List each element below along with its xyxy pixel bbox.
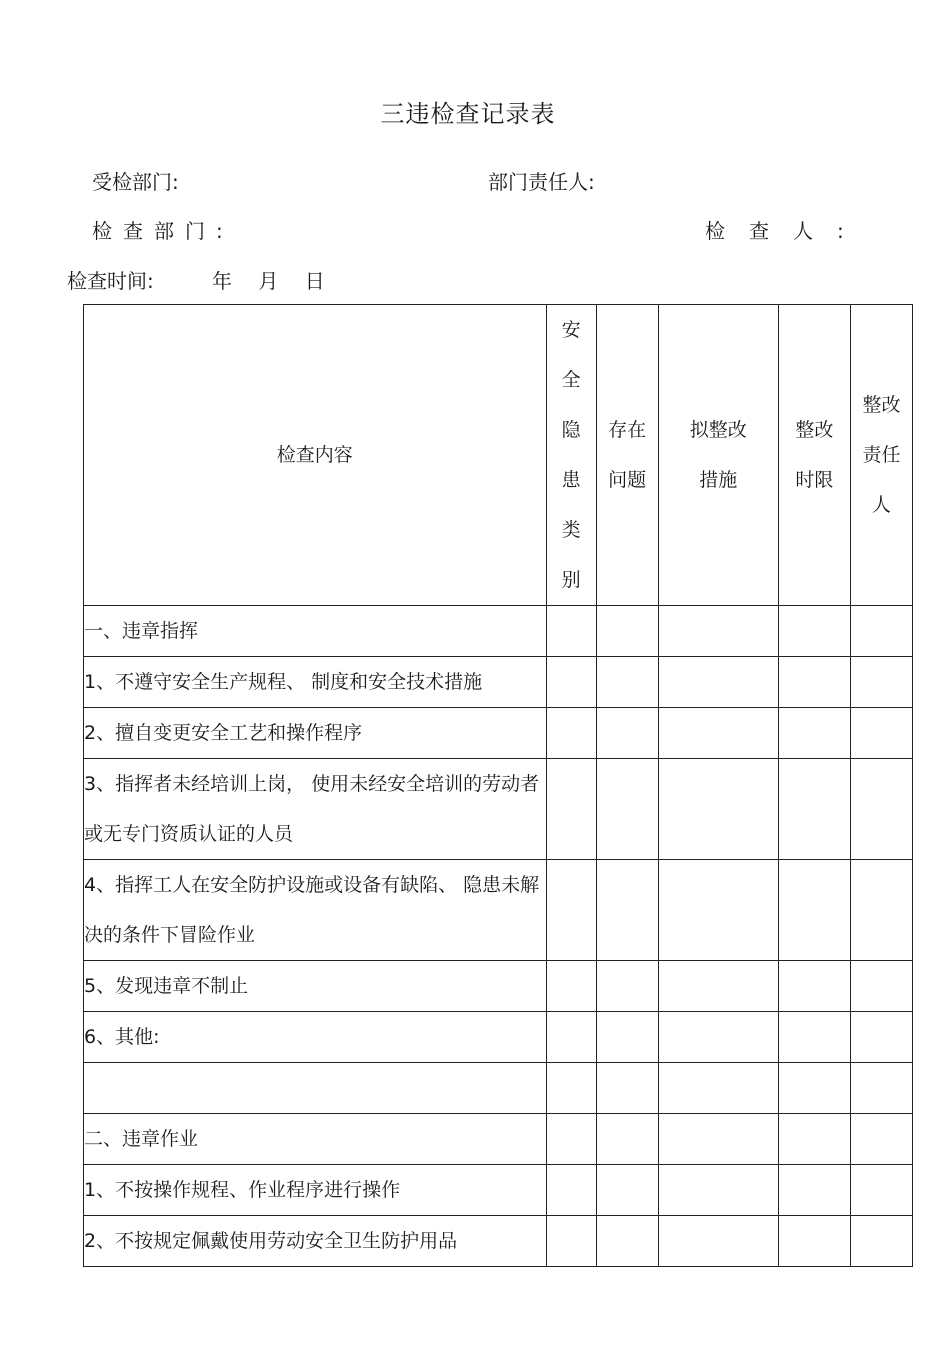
table-row bbox=[84, 1165, 913, 1216]
row-issues-cell[interactable] bbox=[596, 1012, 658, 1063]
header-measures: 拟整改措施 bbox=[658, 305, 778, 606]
row-content-cell: 3、指挥者未经培训上岗， 使用未经安全培训的劳动者或无专门资质认证的人员 bbox=[84, 759, 547, 860]
date-placeholder: 年 月 日 bbox=[212, 269, 325, 293]
row-hazard-type-cell[interactable] bbox=[546, 1012, 596, 1063]
row-measures-cell[interactable] bbox=[658, 860, 778, 961]
row-hazard-type-cell[interactable] bbox=[546, 606, 596, 657]
header-hazard-type: 安全隐患类别 bbox=[546, 305, 596, 606]
row-content-cell: 一、违章指挥 bbox=[84, 606, 547, 657]
inspected-dept-label: 受检部门: bbox=[92, 170, 179, 194]
row-deadline-cell[interactable] bbox=[778, 860, 850, 961]
row-content-cell: 4、指挥工人在安全防护设施或设备有缺陷、 隐患未解决的条件下冒险作业 bbox=[84, 860, 547, 961]
check-time-label: 检查时间: bbox=[67, 269, 154, 293]
checker-label: 检查人: bbox=[705, 219, 868, 243]
row-deadline-cell[interactable] bbox=[778, 657, 850, 708]
dept-responsible-label: 部门责任人: bbox=[488, 170, 595, 194]
row-hazard-type-cell[interactable] bbox=[546, 1063, 596, 1114]
row-measures-cell[interactable] bbox=[658, 961, 778, 1012]
header-content: 检查内容 bbox=[84, 305, 547, 606]
row-deadline-cell[interactable] bbox=[778, 1165, 850, 1216]
row-responsible-cell[interactable] bbox=[850, 708, 912, 759]
row-issues-cell[interactable] bbox=[596, 860, 658, 961]
row-responsible-cell[interactable] bbox=[850, 606, 912, 657]
check-dept-label: 检查部门: bbox=[92, 219, 234, 243]
row-hazard-type-cell[interactable] bbox=[546, 1114, 596, 1165]
row-content-cell: 1、不遵守安全生产规程、 制度和安全技术措施 bbox=[84, 657, 547, 708]
row-deadline-cell[interactable] bbox=[778, 606, 850, 657]
header-issues: 存在问题 bbox=[596, 305, 658, 606]
inspection-table bbox=[83, 304, 913, 1267]
row-hazard-type-cell[interactable] bbox=[546, 961, 596, 1012]
row-hazard-type-cell[interactable] bbox=[546, 759, 596, 860]
page-title: 三违检查记录表 bbox=[380, 100, 556, 128]
table-row bbox=[84, 657, 913, 708]
table-row bbox=[84, 708, 913, 759]
row-deadline-cell[interactable] bbox=[778, 961, 850, 1012]
row-issues-cell[interactable] bbox=[596, 759, 658, 860]
row-issues-cell[interactable] bbox=[596, 708, 658, 759]
row-deadline-cell[interactable] bbox=[778, 1012, 850, 1063]
row-responsible-cell[interactable] bbox=[850, 1114, 912, 1165]
table-row bbox=[84, 1063, 913, 1114]
table-row bbox=[84, 606, 913, 657]
table-row bbox=[84, 1012, 913, 1063]
row-content-cell: 6、其他: bbox=[84, 1012, 547, 1063]
row-measures-cell[interactable] bbox=[658, 1165, 778, 1216]
row-issues-cell[interactable] bbox=[596, 961, 658, 1012]
row-hazard-type-cell[interactable] bbox=[546, 860, 596, 961]
row-responsible-cell[interactable] bbox=[850, 1063, 912, 1114]
row-measures-cell[interactable] bbox=[658, 1216, 778, 1267]
row-deadline-cell[interactable] bbox=[778, 1114, 850, 1165]
row-issues-cell[interactable] bbox=[596, 657, 658, 708]
row-content-cell bbox=[84, 1063, 547, 1114]
row-responsible-cell[interactable] bbox=[850, 1012, 912, 1063]
row-measures-cell[interactable] bbox=[658, 606, 778, 657]
row-measures-cell[interactable] bbox=[658, 1114, 778, 1165]
row-issues-cell[interactable] bbox=[596, 1216, 658, 1267]
header-responsible: 整改责任人 bbox=[850, 305, 912, 606]
row-content-cell: 1、不按操作规程、作业程序进行操作 bbox=[84, 1165, 547, 1216]
header-deadline: 整改时限 bbox=[778, 305, 850, 606]
table-row bbox=[84, 860, 913, 961]
row-responsible-cell[interactable] bbox=[850, 759, 912, 860]
row-issues-cell[interactable] bbox=[596, 1063, 658, 1114]
row-measures-cell[interactable] bbox=[658, 759, 778, 860]
row-responsible-cell[interactable] bbox=[850, 860, 912, 961]
row-responsible-cell[interactable] bbox=[850, 1165, 912, 1216]
table-row bbox=[84, 1216, 913, 1267]
row-deadline-cell[interactable] bbox=[778, 759, 850, 860]
row-responsible-cell[interactable] bbox=[850, 961, 912, 1012]
table-header-row bbox=[84, 305, 913, 606]
row-responsible-cell[interactable] bbox=[850, 657, 912, 708]
row-hazard-type-cell[interactable] bbox=[546, 657, 596, 708]
row-measures-cell[interactable] bbox=[658, 708, 778, 759]
table-row bbox=[84, 1114, 913, 1165]
row-issues-cell[interactable] bbox=[596, 1165, 658, 1216]
row-content-cell: 2、不按规定佩戴使用劳动安全卫生防护用品 bbox=[84, 1216, 547, 1267]
row-measures-cell[interactable] bbox=[658, 1063, 778, 1114]
row-content-cell: 5、发现违章不制止 bbox=[84, 961, 547, 1012]
row-content-cell: 2、擅自变更安全工艺和操作程序 bbox=[84, 708, 547, 759]
row-responsible-cell[interactable] bbox=[850, 1216, 912, 1267]
row-issues-cell[interactable] bbox=[596, 1114, 658, 1165]
row-content-cell: 二、违章作业 bbox=[84, 1114, 547, 1165]
row-hazard-type-cell[interactable] bbox=[546, 1216, 596, 1267]
table-row bbox=[84, 759, 913, 860]
row-deadline-cell[interactable] bbox=[778, 1063, 850, 1114]
row-issues-cell[interactable] bbox=[596, 606, 658, 657]
row-deadline-cell[interactable] bbox=[778, 1216, 850, 1267]
row-deadline-cell[interactable] bbox=[778, 708, 850, 759]
table-row bbox=[84, 961, 913, 1012]
row-measures-cell[interactable] bbox=[658, 657, 778, 708]
row-hazard-type-cell[interactable] bbox=[546, 1165, 596, 1216]
row-hazard-type-cell[interactable] bbox=[546, 708, 596, 759]
row-measures-cell[interactable] bbox=[658, 1012, 778, 1063]
